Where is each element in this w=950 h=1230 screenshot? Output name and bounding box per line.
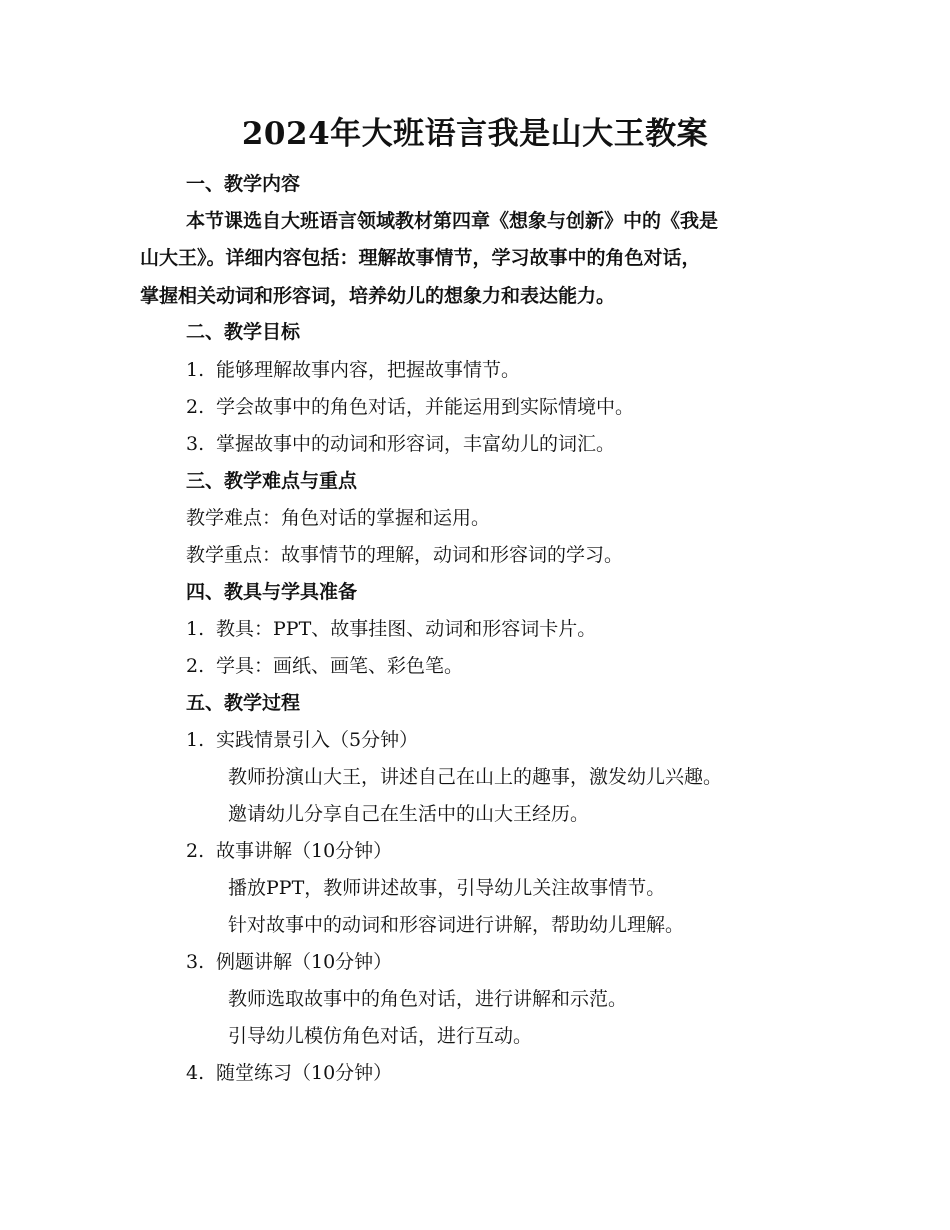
list-number: 2. — [186, 655, 205, 677]
list-text: 例题讲解（10分钟） — [216, 951, 393, 973]
list-text: 教具：PPT、故事挂图、动词和形容词卡片。 — [216, 618, 597, 640]
process-step-detail: 针对故事中的动词和形容词进行讲解，帮助幼儿理解。 — [228, 914, 685, 936]
process-step-detail: 引导幼儿模仿角色对话，进行互动。 — [228, 1025, 533, 1047]
process-step-detail: 播放PPT，教师讲述故事，引导幼儿关注故事情节。 — [228, 877, 666, 899]
material-item — [186, 615, 596, 643]
list-text: 能够理解故事内容，把握故事情节。 — [216, 359, 521, 381]
process-step — [186, 1059, 392, 1087]
section-heading-difficulties: 三、教学难点与重点 — [186, 470, 358, 492]
objective-item — [186, 393, 634, 421]
objective-item — [186, 430, 615, 458]
process-step — [186, 837, 392, 865]
difficulty-text: 教学难点：角色对话的掌握和运用。 — [186, 507, 491, 529]
process-step-detail: 教师选取故事中的角色对话，进行讲解和示范。 — [228, 988, 628, 1010]
list-text: 学会故事中的角色对话，并能运用到实际情境中。 — [216, 396, 635, 418]
section-heading-materials: 四、教具与学具准备 — [186, 581, 358, 603]
list-number: 4. — [186, 1062, 205, 1084]
list-text: 实践情景引入（5分钟） — [216, 729, 419, 751]
list-number: 3. — [186, 951, 205, 973]
content-paragraph-line-3: 掌握相关动词和形容词，培养幼儿的想象力和表达能力。 — [140, 285, 616, 307]
objective-item — [186, 356, 520, 384]
list-number: 1. — [186, 729, 205, 751]
list-number: 3. — [186, 433, 205, 455]
list-number: 1. — [186, 359, 205, 381]
process-step — [186, 948, 392, 976]
document-title: 2024年大班语言我是山大王教案 — [241, 116, 709, 152]
section-heading-content: 一、教学内容 — [186, 173, 301, 195]
list-text: 随堂练习（10分钟） — [216, 1062, 393, 1084]
list-number: 1. — [186, 618, 205, 640]
process-step-detail: 邀请幼儿分享自己在生活中的山大王经历。 — [228, 803, 590, 825]
list-number: 2. — [186, 396, 205, 418]
process-step — [186, 726, 418, 754]
section-heading-process: 五、教学过程 — [186, 692, 301, 714]
content-paragraph-line-2: 山大王》。详细内容包括：理解故事情节，学习故事中的角色对话， — [140, 247, 701, 269]
list-number: 2. — [186, 840, 205, 862]
content-paragraph-line-1: 本节课选自大班语言领域教材第四章《想象与创新》中的《我是 — [186, 210, 719, 232]
list-text: 学具：画纸、画笔、彩色笔。 — [216, 655, 464, 677]
list-text: 故事讲解（10分钟） — [216, 840, 393, 862]
section-heading-objectives: 二、教学目标 — [186, 321, 301, 343]
key-point-text: 教学重点：故事情节的理解，动词和形容词的学习。 — [186, 544, 624, 566]
list-text: 掌握故事中的动词和形容词，丰富幼儿的词汇。 — [216, 433, 616, 455]
material-item — [186, 652, 463, 680]
process-step-detail: 教师扮演山大王，讲述自己在山上的趣事，激发幼儿兴趣。 — [228, 766, 723, 788]
